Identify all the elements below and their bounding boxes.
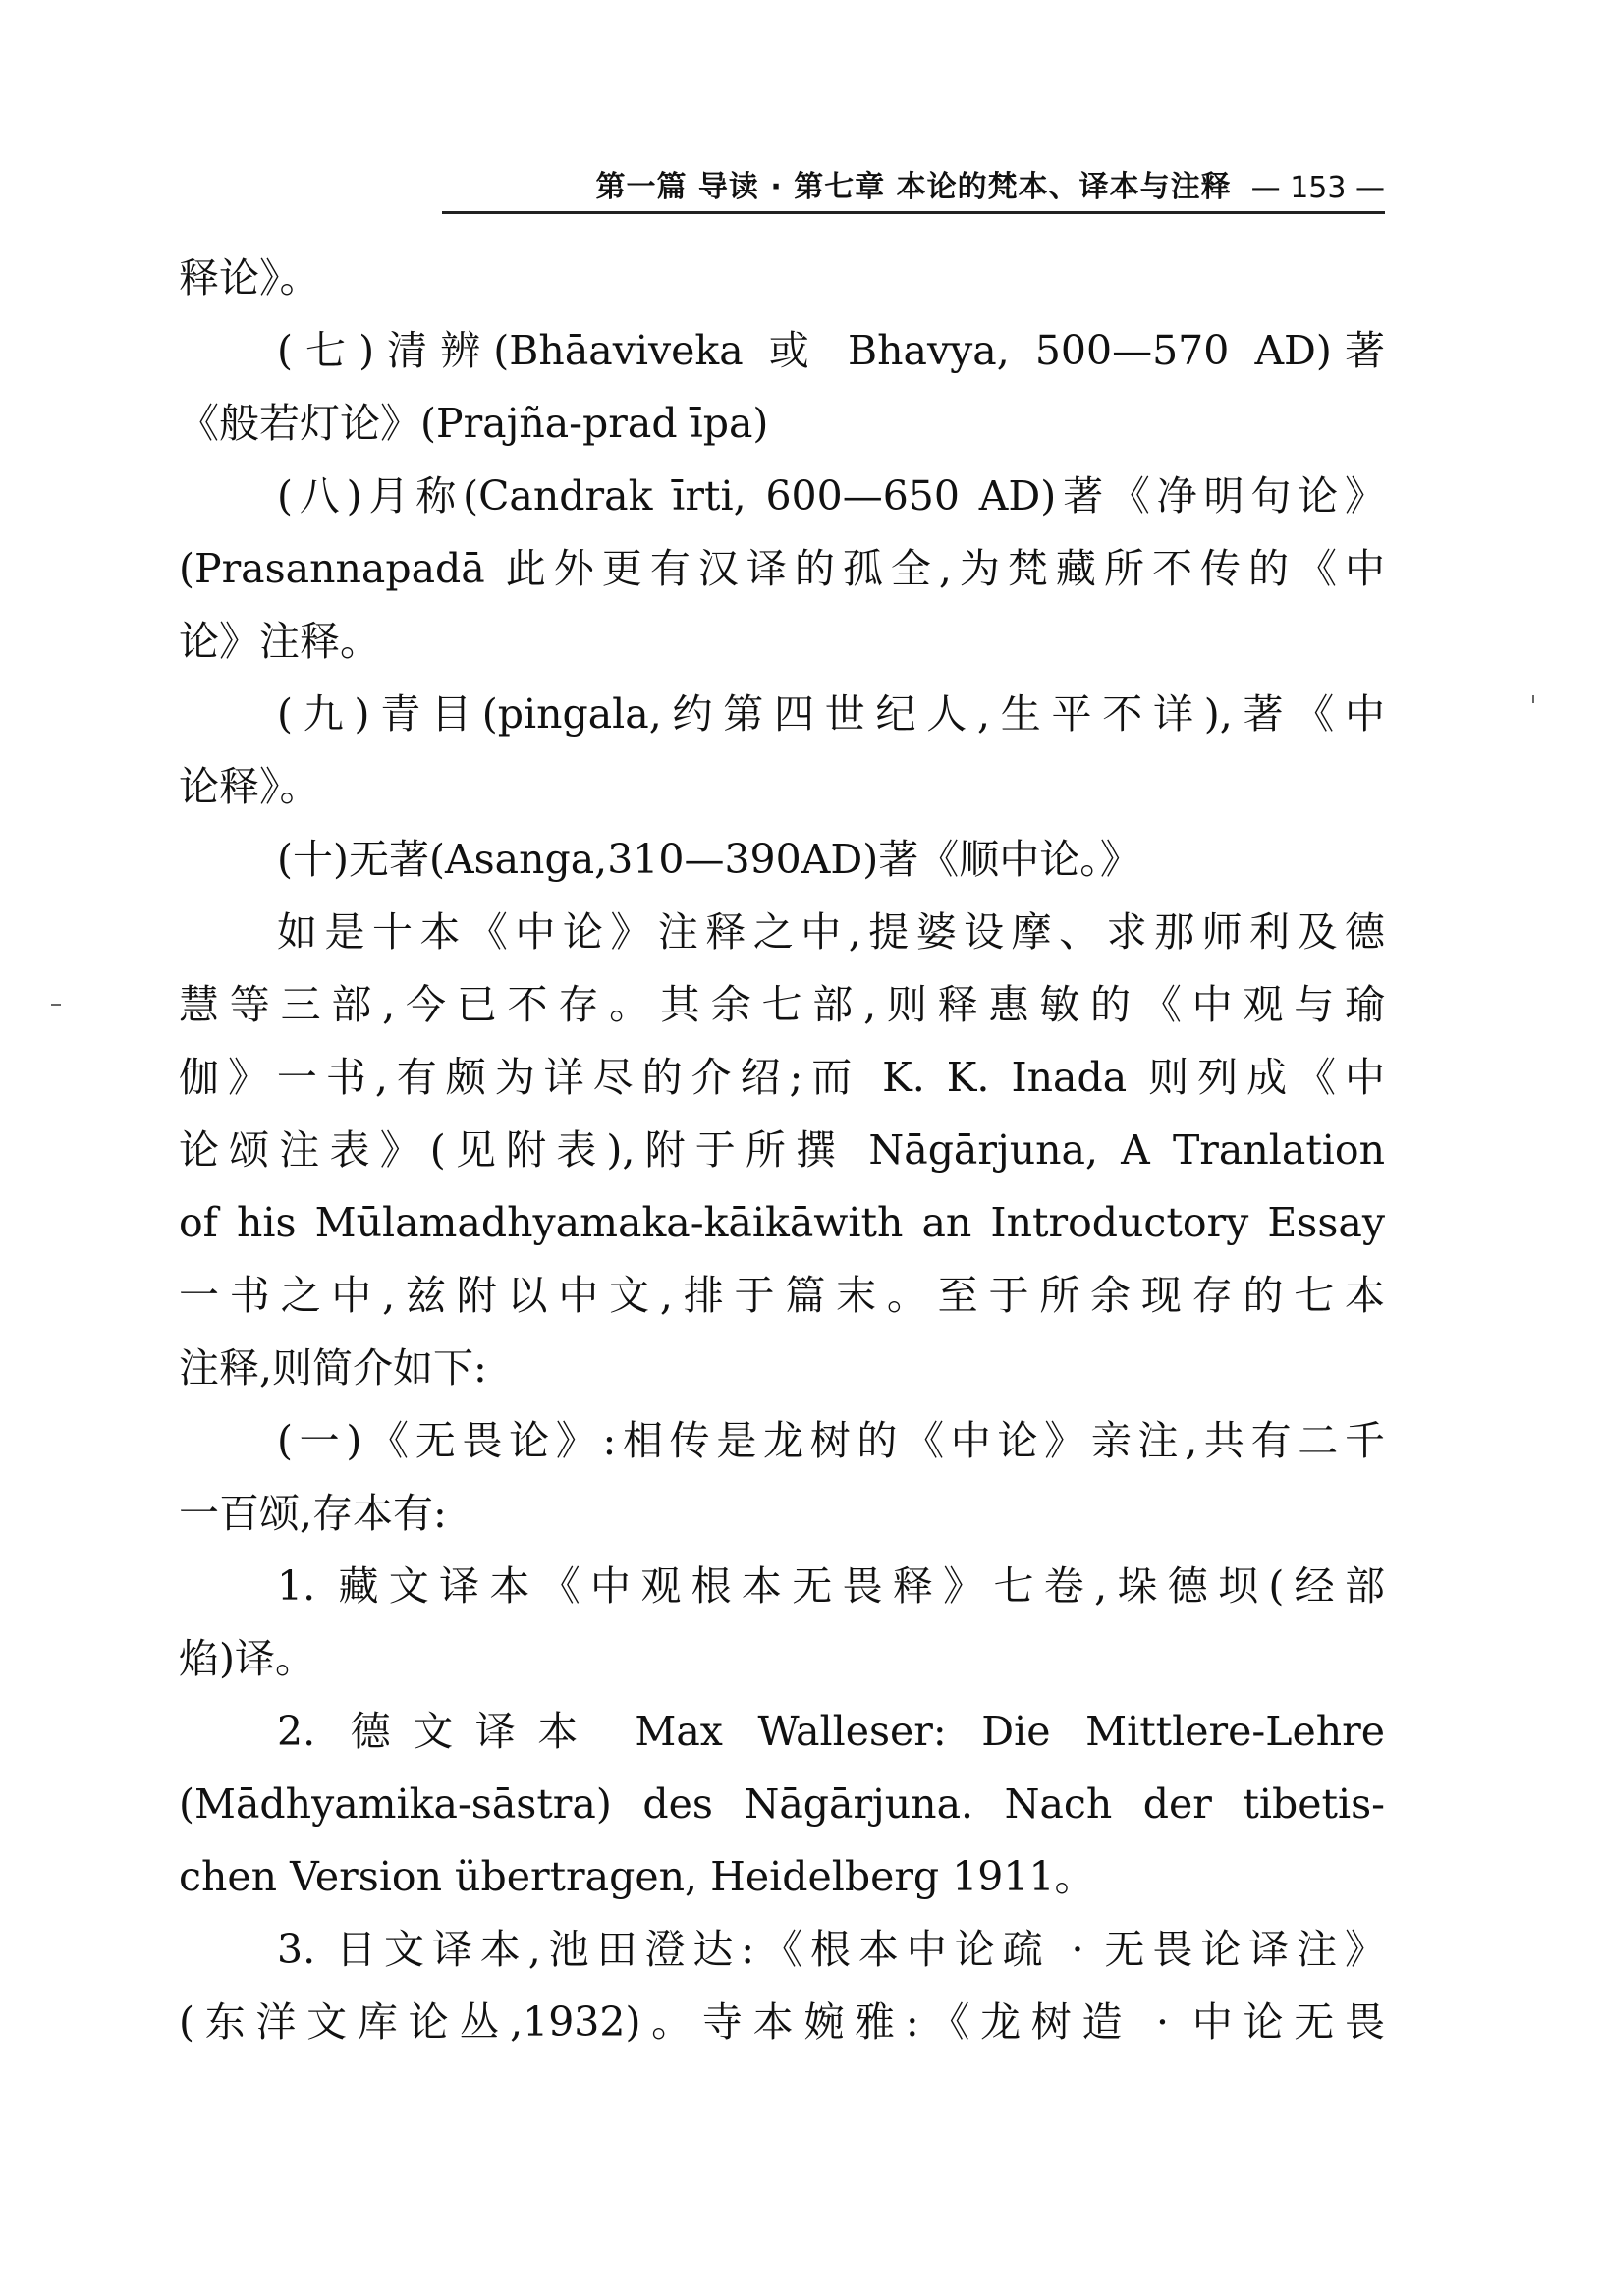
text-line: (Mādhyamika-sāstra) des Nāgārjuna. Nach der tibetis- xyxy=(179,1780,1385,1828)
text-line: chen Version übertragen, Heidelberg 1911。 xyxy=(179,1853,1095,1900)
text-line: 一百颂,存本有: xyxy=(179,1490,447,1537)
text-line: 注释,则简介如下: xyxy=(179,1344,487,1392)
text-line: 焰)译。 xyxy=(179,1635,315,1682)
text-line: 一书之中,兹附以中文,排于篇末。至于所余现存的七本 xyxy=(179,1272,1385,1319)
text-line: (一)《无畏论》:相传是龙树的《中论》亲注,共有二千 xyxy=(277,1417,1385,1464)
text-line: 2. 德文译本 Max Walleser: Die Mittlere-Lehre xyxy=(277,1708,1385,1755)
text-line: (九)青目(pingala,约第四世纪人,生平不详),著《中 xyxy=(277,690,1385,738)
header-title: 第一篇 导读 · 第七章 本论的梵本、译本与注释 xyxy=(595,170,1232,204)
text-line: 慧等三部,今已不存。其余七部,则释惠敏的《中观与瑜 xyxy=(179,981,1385,1028)
body-text xyxy=(179,242,1385,2058)
text-line: 如是十本《中论》注释之中,提婆设摩、求那师利及德 xyxy=(277,908,1385,956)
margin-mark xyxy=(1532,695,1534,703)
text-line: 3. 日文译本,池田澄达:《根本中论疏 · 无畏论译注》 xyxy=(277,1926,1385,1973)
text-line: 1. 藏文译本《中观根本无畏释》七卷,垛德坝(经部 xyxy=(277,1562,1385,1610)
text-line: (Prasannapadā 此外更有汉译的孤全,为梵藏所不传的《中 xyxy=(179,545,1385,592)
page-number: — 153 — xyxy=(1250,171,1385,205)
text-line: (东洋文库论丛,1932)。寺本婉雅:《龙树造 · 中论无畏 xyxy=(179,1998,1385,2046)
text-line: 《般若灯论》(Prajña-prad īpa) xyxy=(179,400,769,447)
text-line: 伽》一书,有颇为详尽的介绍;而 K. K. Inada 则列成《中 xyxy=(179,1054,1385,1101)
text-line: (八)月称(Candrak īrti, 600—650 AD)著《净明句论》 xyxy=(277,472,1385,519)
text-line: (七)清辨(Bhāaviveka 或 Bhavya, 500—570 AD)著 xyxy=(277,327,1385,374)
text-line: 释论》。 xyxy=(179,254,320,301)
text-line: (十)无著(Asanga,310—390AD)著《顺中论。》 xyxy=(277,836,1140,883)
text-line: 论》注释。 xyxy=(179,618,380,665)
text-line: 论颂注表》(见附表),附于所撰 Nāgārjuna, A Tranlation xyxy=(179,1126,1385,1174)
running-header xyxy=(442,165,1385,214)
text-line: of his Mūlamadhyamaka-kāikāwith an Introductory Essay xyxy=(179,1199,1385,1246)
margin-mark xyxy=(51,1004,61,1006)
text-line: 论释》。 xyxy=(179,763,320,810)
